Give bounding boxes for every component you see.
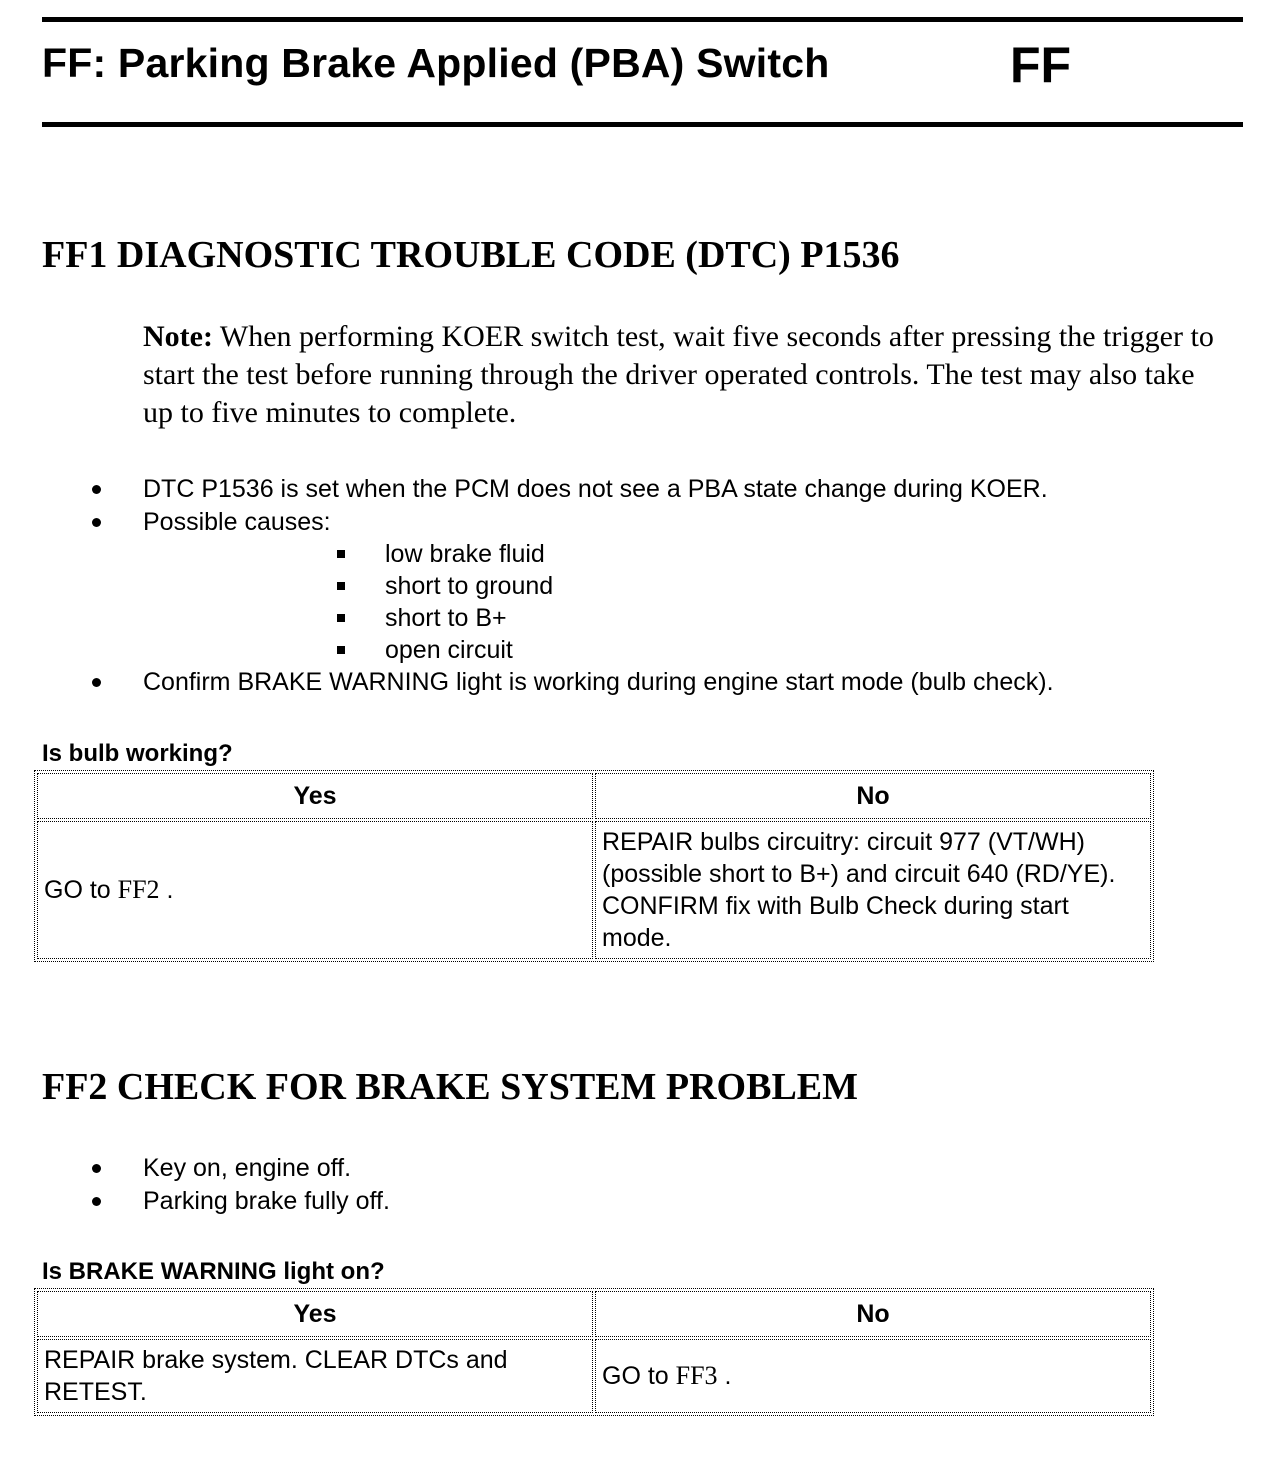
bullet-text: Key on, engine off.: [143, 1154, 352, 1182]
ff1-note: [143, 318, 1218, 432]
cause-text: open circuit: [385, 636, 513, 664]
bullet-text: Parking brake fully off.: [143, 1186, 390, 1215]
table-row: [37, 821, 1151, 959]
cause-text: short to ground: [385, 572, 554, 600]
yes-prefix: GO to: [44, 876, 118, 904]
bullet-dot-icon: [92, 485, 101, 494]
cause-item: [143, 602, 1054, 634]
ff3-link[interactable]: FF3: [675, 1361, 718, 1390]
yes-cell: [37, 821, 593, 959]
ff2-heading: FF2 CHECK FOR BRAKE SYSTEM PROBLEM: [42, 1066, 858, 1108]
yes-cell: REPAIR brake system. CLEAR DTCs and RETEST.: [37, 1339, 593, 1413]
page-title: FF: Parking Brake Applied (PBA) Switch: [42, 40, 830, 86]
bullet-text: DTC P1536 is set when the PCM does not see a PBA state change during KOER.: [143, 475, 1048, 503]
list-item: [0, 1152, 390, 1185]
bullet-dot-icon: [92, 678, 101, 687]
cause-item: [143, 570, 1054, 602]
bullet-square-icon: [337, 646, 345, 654]
cause-text: low brake fluid: [385, 540, 545, 568]
cause-text: short to B+: [385, 604, 507, 632]
no-cell: [595, 1339, 1151, 1413]
yes-column-header: Yes: [37, 773, 593, 819]
bullet-text: Possible causes:: [143, 507, 331, 536]
causes-list: [143, 538, 1054, 666]
list-item: [0, 473, 1054, 506]
cause-item: [143, 634, 1054, 666]
header-bottom-rule: [42, 122, 1243, 127]
header-top-rule: [42, 17, 1243, 22]
bullet-square-icon: [337, 614, 345, 622]
ff2-link[interactable]: FF2: [117, 875, 160, 904]
ff2-decision-table: [34, 1288, 1154, 1416]
list-item: [0, 506, 1054, 667]
bullet-square-icon: [337, 550, 345, 558]
table-header-row: [37, 1291, 1151, 1337]
list-item: [0, 1185, 390, 1218]
no-suffix: .: [717, 1362, 732, 1390]
list-item: [0, 666, 1054, 699]
table-row: [37, 1339, 1151, 1413]
yes-column-header: Yes: [37, 1291, 593, 1337]
section-code: FF: [1010, 37, 1072, 93]
ff1-heading: FF1 DIAGNOSTIC TROUBLE CODE (DTC) P1536: [42, 234, 900, 276]
ff1-bullet-list: [0, 473, 1054, 699]
bullet-text: Confirm BRAKE WARNING light is working during engine start mode (bulb check).: [143, 668, 1054, 696]
bullet-dot-icon: [92, 1164, 101, 1173]
no-column-header: No: [595, 1291, 1151, 1337]
ff1-decision-table: [34, 770, 1154, 962]
cause-item: [143, 538, 1054, 570]
bullet-dot-icon: [92, 1197, 101, 1206]
ff1-question: Is bulb working?: [42, 740, 233, 767]
no-column-header: No: [595, 773, 1151, 819]
table-header-row: [37, 773, 1151, 819]
note-label: Note:: [143, 320, 213, 353]
no-prefix: GO to: [602, 1362, 676, 1390]
bullet-square-icon: [337, 582, 345, 590]
no-cell: REPAIR bulbs circuitry: circuit 977 (VT/WH) (possible short to B+) and circuit 640 (RD/YE). CONFIRM fix with Bulb Check during start mode.: [595, 821, 1151, 959]
ff2-question: Is BRAKE WARNING light on?: [42, 1258, 385, 1285]
note-text: When performing KOER switch test, wait five seconds after pressing the trigger to start the test before running through the driver operated controls. The test may also take up to five minutes to complete.: [143, 320, 1214, 429]
ff2-bullet-list: [0, 1152, 390, 1217]
bullet-dot-icon: [92, 518, 101, 527]
yes-suffix: .: [159, 876, 174, 904]
